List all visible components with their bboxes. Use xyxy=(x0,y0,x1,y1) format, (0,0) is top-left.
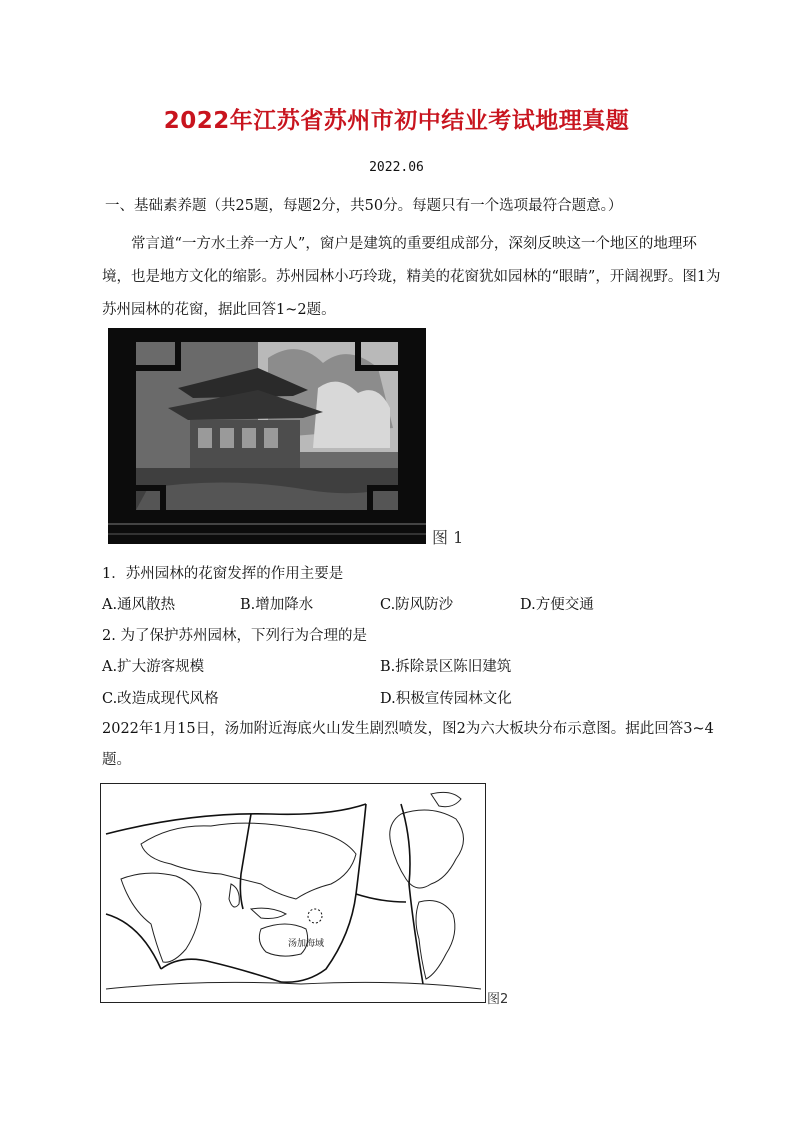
question-2-option-d: D.积极宣传园林文化 xyxy=(380,691,512,707)
plate-distribution-map xyxy=(100,783,486,1003)
question-1-option-d: D.方便交通 xyxy=(520,597,594,613)
tonga-marker xyxy=(308,909,322,923)
intro-paragraph-2: 2022年1月15日，汤加附近海底火山发生剧烈喷发，图2为六大板块分布示意图。据此回答3~4题。 xyxy=(102,721,714,768)
exam-date: 2022.06 xyxy=(369,160,424,175)
question-1-option-a: A.通风散热 xyxy=(102,597,176,613)
figure-1-label: 图 1 xyxy=(432,528,464,547)
question-2-option-a: A.扩大游客规模 xyxy=(102,659,205,675)
question-2-stem: 2. 为了保护苏州园林，下列行为合理的是 xyxy=(102,628,367,644)
plate-map-drawing xyxy=(101,784,484,1001)
section-heading: 一、基础素养题（共25题，每题2分，共50分。每题只有一个选项最符合题意。） xyxy=(105,198,623,214)
question-2-option-c: C.改造成现代风格 xyxy=(102,691,219,707)
intro-paragraph-1: 常言道“一方水土养一方人”，窗户是建筑的重要组成部分，深刻反映这一个地区的地理环境，也是地方文化的缩影。苏州园林小巧玲珑，精美的花窗犹如园林的“眼睛”，开阔视野。图1为苏州园林的花窗，据此回答1~2题。 xyxy=(102,236,721,318)
question-1-option-b: B.增加降水 xyxy=(240,597,314,613)
question-1-stem: 1．苏州园林的花窗发挥的作用主要是 xyxy=(102,566,344,582)
tonga-label: 汤加海域 xyxy=(288,939,325,949)
question-1-option-c: C.防风防沙 xyxy=(380,597,454,613)
garden-window-photo xyxy=(108,328,426,544)
page-title: 2022年江苏省苏州市初中结业考试地理真题 xyxy=(163,108,630,134)
question-2-option-b: B.拆除景区陈旧建筑 xyxy=(380,659,512,675)
garden-window-photo-drawing xyxy=(108,328,426,544)
figure-2-label: 图2 xyxy=(487,992,509,1007)
